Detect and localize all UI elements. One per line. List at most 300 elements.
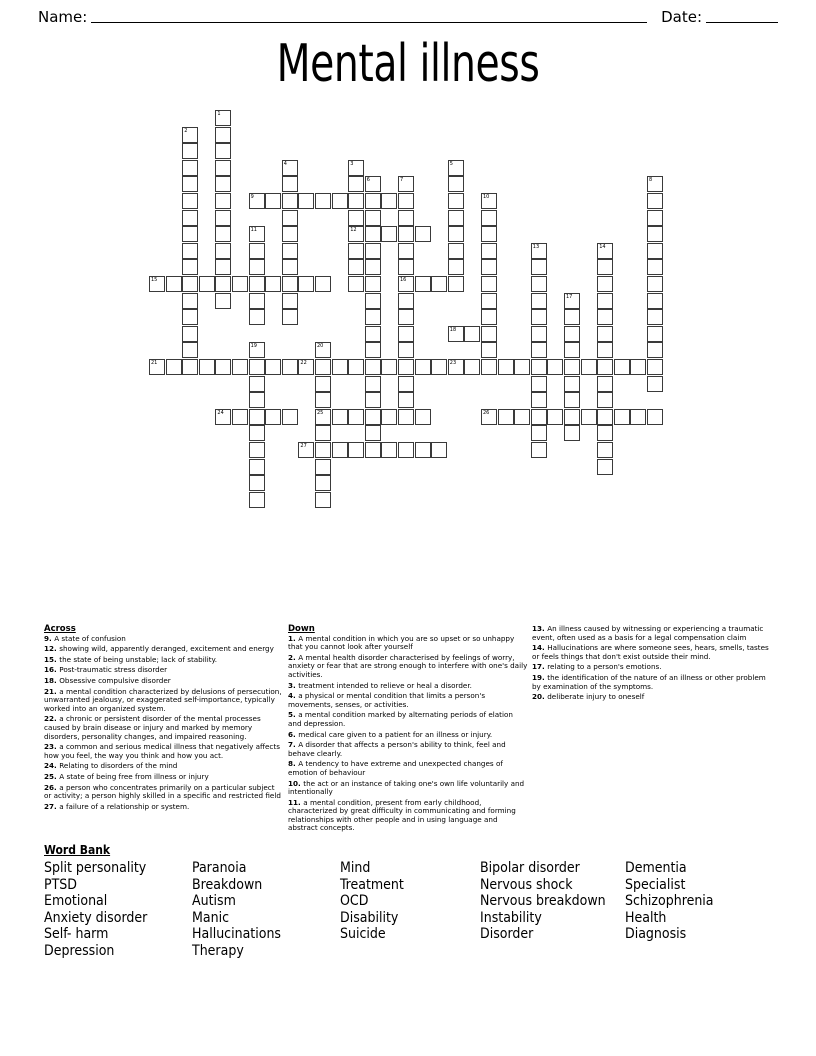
crossword-cell[interactable] <box>332 442 348 458</box>
clues-column-down <box>288 625 528 835</box>
word-bank-word[interactable]: Specialist <box>625 876 686 893</box>
crossword-cell[interactable] <box>597 243 613 259</box>
crossword-cell[interactable] <box>182 193 198 209</box>
page-title: Mental illness <box>276 34 540 94</box>
crossword-cell[interactable] <box>498 359 514 375</box>
crossword-cell[interactable] <box>265 193 281 209</box>
crossword-cell[interactable] <box>348 160 364 176</box>
cell-number: 23 <box>449 360 457 366</box>
crossword-cell[interactable] <box>398 193 414 209</box>
crossword-cell[interactable] <box>215 243 231 259</box>
clue-number: 18. <box>44 675 60 685</box>
down-clue-list-continued <box>532 625 772 702</box>
crossword-cell[interactable] <box>597 392 613 408</box>
crossword-cell[interactable] <box>215 409 231 425</box>
clue-text: Post-traumatic stress disorder <box>59 665 168 675</box>
crossword-cell[interactable] <box>348 243 364 259</box>
crossword-cell[interactable] <box>531 442 547 458</box>
word-bank-word[interactable]: Health <box>625 909 667 926</box>
crossword-cell[interactable] <box>597 326 613 342</box>
crossword-cell[interactable] <box>647 193 663 209</box>
crossword-cell[interactable] <box>182 160 198 176</box>
crossword-cell[interactable] <box>481 259 497 275</box>
crossword-cell[interactable] <box>597 442 613 458</box>
cell-number: 12 <box>350 227 357 234</box>
crossword-cell[interactable] <box>249 243 265 259</box>
crossword-cell[interactable] <box>265 359 281 375</box>
crossword-cell[interactable] <box>415 276 431 292</box>
word-bank-grid <box>44 860 784 960</box>
crossword-cell[interactable] <box>448 276 464 292</box>
crossword-cell[interactable] <box>398 359 414 375</box>
crossword-grid[interactable] <box>0 0 816 520</box>
crossword-cell[interactable] <box>614 359 630 375</box>
crossword-cell[interactable] <box>249 259 265 275</box>
word-bank-section <box>44 843 784 960</box>
crossword-cell[interactable] <box>315 492 331 508</box>
crossword-cell[interactable] <box>365 442 381 458</box>
cell-number: 9 <box>250 194 254 200</box>
word-bank-word[interactable]: Schizophrenia <box>625 893 714 910</box>
crossword-cell[interactable] <box>597 309 613 325</box>
crossword-cell[interactable] <box>332 193 348 209</box>
crossword-cell[interactable] <box>448 160 464 176</box>
crossword-cell[interactable] <box>298 193 314 209</box>
crossword-cell[interactable] <box>315 409 331 425</box>
crossword-cell[interactable] <box>630 359 646 375</box>
crossword-cell[interactable] <box>215 127 231 143</box>
crossword-cell[interactable] <box>481 326 497 342</box>
crossword-cell[interactable] <box>531 259 547 275</box>
crossword-cell[interactable] <box>481 293 497 309</box>
crossword-cell[interactable] <box>182 176 198 192</box>
crossword-cell[interactable] <box>332 359 348 375</box>
crossword-cell[interactable] <box>365 376 381 392</box>
crossword-cell[interactable] <box>647 359 663 375</box>
crossword-cell[interactable] <box>348 226 364 242</box>
crossword-cell[interactable] <box>215 110 231 126</box>
crossword-cell[interactable] <box>647 326 663 342</box>
clue-number: 5. <box>288 710 299 720</box>
crossword-cell[interactable] <box>282 210 298 226</box>
crossword-cell[interactable] <box>215 193 231 209</box>
crossword-cell[interactable] <box>531 409 547 425</box>
crossword-cell[interactable] <box>182 359 198 375</box>
crossword-cell[interactable] <box>315 475 331 491</box>
crossword-cell[interactable] <box>415 409 431 425</box>
crossword-cell[interactable] <box>464 326 480 342</box>
crossword-cell[interactable] <box>481 409 497 425</box>
crossword-cell[interactable] <box>149 276 165 292</box>
crossword-cell[interactable] <box>448 176 464 192</box>
crossword-cell[interactable] <box>182 210 198 226</box>
crossword-cell[interactable] <box>249 475 265 491</box>
crossword-cell[interactable] <box>514 409 530 425</box>
crossword-cell[interactable] <box>531 276 547 292</box>
crossword-cell[interactable] <box>249 342 265 358</box>
word-bank-word[interactable]: Suicide <box>340 926 386 943</box>
word-bank-word[interactable]: OCD <box>340 893 369 910</box>
clue-text: a mental condition, present from early childhood, characterized by great difficulty in communicating and forming relationships with other people and in using language and abstract concepts. <box>288 797 516 833</box>
crossword-cell[interactable] <box>282 409 298 425</box>
crossword-cell[interactable] <box>531 243 547 259</box>
crossword-cell[interactable] <box>581 409 597 425</box>
crossword-cell[interactable] <box>448 326 464 342</box>
word-bank-word[interactable]: Treatment <box>340 876 404 893</box>
crossword-cell[interactable] <box>381 359 397 375</box>
word-bank-word[interactable]: Breakdown <box>192 876 263 893</box>
crossword-cell[interactable] <box>647 276 663 292</box>
crossword-cell[interactable] <box>215 160 231 176</box>
crossword-cell[interactable] <box>531 392 547 408</box>
crossword-cell[interactable] <box>249 425 265 441</box>
crossword-cell[interactable] <box>282 176 298 192</box>
crossword-cell[interactable] <box>282 226 298 242</box>
word-bank-word[interactable]: Nervous breakdown <box>480 893 606 910</box>
crossword-cell[interactable] <box>348 409 364 425</box>
crossword-cell[interactable] <box>398 376 414 392</box>
clue-number: 14. <box>532 643 548 653</box>
word-bank-word[interactable]: Disorder <box>480 926 534 943</box>
crossword-cell[interactable] <box>398 342 414 358</box>
crossword-cell[interactable] <box>365 359 381 375</box>
crossword-cell[interactable] <box>481 359 497 375</box>
crossword-cell[interactable] <box>365 392 381 408</box>
word-bank-word[interactable]: Depression <box>44 942 115 959</box>
crossword-cell[interactable] <box>398 226 414 242</box>
crossword-cell[interactable] <box>415 226 431 242</box>
crossword-cell[interactable] <box>564 409 580 425</box>
cell-number: 1 <box>217 111 221 117</box>
crossword-cell[interactable] <box>448 359 464 375</box>
crossword-cell[interactable] <box>182 243 198 259</box>
clue-number: 13. <box>532 624 548 633</box>
crossword-cell[interactable] <box>597 376 613 392</box>
crossword-cell[interactable] <box>215 359 231 375</box>
crossword-cell[interactable] <box>315 276 331 292</box>
word-bank-word[interactable]: PTSD <box>44 876 77 893</box>
clue-item <box>44 803 284 812</box>
word-bank-column <box>44 860 192 960</box>
crossword-cell[interactable] <box>398 326 414 342</box>
crossword-cell[interactable] <box>249 442 265 458</box>
crossword-cell[interactable] <box>282 160 298 176</box>
crossword-cell[interactable] <box>398 176 414 192</box>
crossword-cell[interactable] <box>431 276 447 292</box>
crossword-cell[interactable] <box>547 409 563 425</box>
crossword-cell[interactable] <box>282 193 298 209</box>
clue-number: 10. <box>288 778 304 788</box>
crossword-cell[interactable] <box>182 127 198 143</box>
crossword-cell[interactable] <box>166 359 182 375</box>
crossword-cell[interactable] <box>182 276 198 292</box>
clue-item <box>532 644 772 661</box>
crossword-cell[interactable] <box>597 293 613 309</box>
crossword-cell[interactable] <box>415 442 431 458</box>
crossword-cell[interactable] <box>448 210 464 226</box>
crossword-cell[interactable] <box>315 193 331 209</box>
crossword-cell[interactable] <box>315 442 331 458</box>
crossword-cell[interactable] <box>348 210 364 226</box>
clue-item <box>288 760 528 777</box>
word-bank-word[interactable]: Self- harm <box>44 926 109 943</box>
crossword-cell[interactable] <box>282 259 298 275</box>
crossword-cell[interactable] <box>182 143 198 159</box>
crossword-cell[interactable] <box>481 276 497 292</box>
crossword-cell[interactable] <box>232 276 248 292</box>
crossword-cell[interactable] <box>215 210 231 226</box>
crossword-cell[interactable] <box>498 409 514 425</box>
clue-text: the state of being unstable; lack of stability. <box>59 654 218 664</box>
clue-number: 1. <box>288 633 299 643</box>
crossword-cell[interactable] <box>249 293 265 309</box>
crossword-cell[interactable] <box>647 309 663 325</box>
crossword-cell[interactable] <box>348 276 364 292</box>
crossword-cell[interactable] <box>431 359 447 375</box>
crossword-cell[interactable] <box>215 276 231 292</box>
crossword-cell[interactable] <box>448 259 464 275</box>
word-bank-word[interactable]: Diagnosis <box>625 926 687 943</box>
clue-text: a failure of a relationship or system. <box>59 801 190 811</box>
crossword-cell[interactable] <box>249 359 265 375</box>
word-bank-word[interactable]: Hallucinations <box>192 926 281 943</box>
word-bank-word[interactable]: Split personality <box>44 860 147 876</box>
crossword-cell[interactable] <box>481 210 497 226</box>
crossword-cell[interactable] <box>282 276 298 292</box>
crossword-cell[interactable] <box>531 326 547 342</box>
crossword-cell[interactable] <box>564 326 580 342</box>
crossword-cell[interactable] <box>315 425 331 441</box>
word-bank-word[interactable]: Anxiety disorder <box>44 909 148 926</box>
crossword-cell[interactable] <box>481 243 497 259</box>
crossword-cell[interactable] <box>365 309 381 325</box>
crossword-cell[interactable] <box>531 425 547 441</box>
crossword-cell[interactable] <box>381 442 397 458</box>
crossword-cell[interactable] <box>365 259 381 275</box>
crossword-cell[interactable] <box>315 392 331 408</box>
crossword-cell[interactable] <box>315 459 331 475</box>
crossword-cell[interactable] <box>398 276 414 292</box>
crossword-cell[interactable] <box>348 193 364 209</box>
crossword-cell[interactable] <box>597 425 613 441</box>
crossword-cell[interactable] <box>282 309 298 325</box>
crossword-cell[interactable] <box>365 409 381 425</box>
crossword-cell[interactable] <box>481 226 497 242</box>
crossword-cell[interactable] <box>249 392 265 408</box>
crossword-cell[interactable] <box>232 409 248 425</box>
crossword-cell[interactable] <box>249 309 265 325</box>
clue-item <box>532 663 772 672</box>
crossword-cell[interactable] <box>249 226 265 242</box>
crossword-cell[interactable] <box>597 359 613 375</box>
crossword-cell[interactable] <box>398 259 414 275</box>
crossword-cell[interactable] <box>481 309 497 325</box>
clue-item <box>288 731 528 740</box>
word-bank-word[interactable]: Nervous shock <box>480 876 573 893</box>
crossword-cell[interactable] <box>365 293 381 309</box>
crossword-cell[interactable] <box>166 276 182 292</box>
crossword-cell[interactable] <box>215 226 231 242</box>
crossword-cell[interactable] <box>298 276 314 292</box>
crossword-cell[interactable] <box>514 359 530 375</box>
crossword-cell[interactable] <box>315 342 331 358</box>
crossword-cell[interactable] <box>398 309 414 325</box>
crossword-cell[interactable] <box>365 243 381 259</box>
crossword-cell[interactable] <box>431 442 447 458</box>
word-bank-word[interactable]: Therapy <box>192 942 244 959</box>
word-bank-word[interactable]: Mind <box>340 860 371 876</box>
crossword-cell[interactable] <box>332 409 348 425</box>
crossword-cell[interactable] <box>448 243 464 259</box>
crossword-cell[interactable] <box>448 226 464 242</box>
crossword-cell[interactable] <box>647 409 663 425</box>
clue-number: 12. <box>44 644 60 654</box>
crossword-cell[interactable] <box>464 359 480 375</box>
crossword-cell[interactable] <box>398 243 414 259</box>
crossword-cell[interactable] <box>182 293 198 309</box>
crossword-cell[interactable] <box>398 392 414 408</box>
crossword-cell[interactable] <box>564 392 580 408</box>
crossword-cell[interactable] <box>249 276 265 292</box>
crossword-cell[interactable] <box>365 342 381 358</box>
clue-item <box>288 654 528 680</box>
cell-number: 16 <box>400 277 407 283</box>
cell-number: 27 <box>300 443 307 449</box>
crossword-cell[interactable] <box>182 259 198 275</box>
crossword-cell[interactable] <box>315 359 331 375</box>
crossword-cell[interactable] <box>448 193 464 209</box>
crossword-cell[interactable] <box>564 359 580 375</box>
cell-number: 20 <box>317 343 324 350</box>
crossword-cell[interactable] <box>149 359 165 375</box>
crossword-cell[interactable] <box>547 359 563 375</box>
crossword-cell[interactable] <box>647 293 663 309</box>
crossword-cell[interactable] <box>282 359 298 375</box>
crossword-cell[interactable] <box>315 376 331 392</box>
crossword-cell[interactable] <box>182 226 198 242</box>
crossword-cell[interactable] <box>647 342 663 358</box>
crossword-cell[interactable] <box>348 359 364 375</box>
crossword-cell[interactable] <box>249 193 265 209</box>
crossword-cell[interactable] <box>630 409 646 425</box>
crossword-cell[interactable] <box>249 409 265 425</box>
crossword-cell[interactable] <box>597 259 613 275</box>
word-bank-word[interactable]: Dementia <box>625 860 687 876</box>
crossword-cell[interactable] <box>564 425 580 441</box>
word-bank-word[interactable]: Instability <box>480 909 542 926</box>
cell-number: 7 <box>400 177 404 184</box>
clue-number: 7. <box>288 740 299 750</box>
crossword-cell[interactable] <box>381 409 397 425</box>
crossword-cell[interactable] <box>647 259 663 275</box>
crossword-cell[interactable] <box>398 442 414 458</box>
crossword-cell[interactable] <box>597 342 613 358</box>
clues-section <box>44 625 774 840</box>
crossword-cell[interactable] <box>365 176 381 192</box>
crossword-cell[interactable] <box>199 359 215 375</box>
crossword-cell[interactable] <box>348 442 364 458</box>
crossword-cell[interactable] <box>531 376 547 392</box>
crossword-cell[interactable] <box>199 276 215 292</box>
crossword-cell[interactable] <box>348 176 364 192</box>
crossword-cell[interactable] <box>647 243 663 259</box>
word-bank-word[interactable]: Disability <box>340 909 399 926</box>
crossword-cell[interactable] <box>182 326 198 342</box>
crossword-cell[interactable] <box>365 226 381 242</box>
crossword-cell[interactable] <box>282 243 298 259</box>
crossword-cell[interactable] <box>215 143 231 159</box>
crossword-cell[interactable] <box>481 193 497 209</box>
word-bank-title: Word Bank <box>44 843 111 857</box>
crossword-cell[interactable] <box>249 376 265 392</box>
down-clue-list <box>288 635 528 833</box>
crossword-cell[interactable] <box>381 226 397 242</box>
crossword-cell[interactable] <box>481 342 497 358</box>
word-bank-word[interactable]: Emotional <box>44 893 108 910</box>
crossword-cell[interactable] <box>531 359 547 375</box>
crossword-cell[interactable] <box>597 459 613 475</box>
crossword-cell[interactable] <box>348 259 364 275</box>
crossword-cell[interactable] <box>215 176 231 192</box>
crossword-cell[interactable] <box>182 342 198 358</box>
crossword-cell[interactable] <box>365 210 381 226</box>
crossword-cell[interactable] <box>581 359 597 375</box>
crossword-cell[interactable] <box>365 276 381 292</box>
clue-number: 21. <box>44 686 60 696</box>
crossword-cell[interactable] <box>614 409 630 425</box>
crossword-cell[interactable] <box>182 309 198 325</box>
crossword-cell[interactable] <box>564 309 580 325</box>
crossword-cell[interactable] <box>398 409 414 425</box>
crossword-cell[interactable] <box>531 342 547 358</box>
word-bank-word[interactable]: Bipolar disorder <box>480 860 580 876</box>
crossword-cell[interactable] <box>564 342 580 358</box>
crossword-cell[interactable] <box>365 425 381 441</box>
crossword-cell[interactable] <box>282 293 298 309</box>
crossword-cell[interactable] <box>564 376 580 392</box>
crossword-cell[interactable] <box>398 210 414 226</box>
crossword-cell[interactable] <box>298 359 314 375</box>
crossword-cell[interactable] <box>381 193 397 209</box>
crossword-cell[interactable] <box>265 409 281 425</box>
word-bank-word[interactable]: Paranoia <box>192 860 247 876</box>
crossword-cell[interactable] <box>265 276 281 292</box>
crossword-cell[interactable] <box>398 293 414 309</box>
crossword-cell[interactable] <box>298 442 314 458</box>
crossword-cell[interactable] <box>249 459 265 475</box>
crossword-cell[interactable] <box>365 326 381 342</box>
clue-item <box>44 715 284 741</box>
crossword-cell[interactable] <box>597 409 613 425</box>
crossword-cell[interactable] <box>647 210 663 226</box>
crossword-cell[interactable] <box>415 359 431 375</box>
crossword-cell[interactable] <box>531 309 547 325</box>
clue-number: 20. <box>532 692 548 702</box>
crossword-cell[interactable] <box>215 293 231 309</box>
crossword-cell[interactable] <box>597 276 613 292</box>
crossword-cell[interactable] <box>647 226 663 242</box>
crossword-cell[interactable] <box>564 293 580 309</box>
crossword-cell[interactable] <box>647 176 663 192</box>
crossword-cell[interactable] <box>647 376 663 392</box>
crossword-cell[interactable] <box>215 259 231 275</box>
crossword-cell[interactable] <box>365 193 381 209</box>
crossword-cell[interactable] <box>249 492 265 508</box>
word-bank-word[interactable]: Manic <box>192 909 229 926</box>
crossword-cell[interactable] <box>531 293 547 309</box>
word-bank-word[interactable]: Autism <box>192 893 236 910</box>
crossword-cell[interactable] <box>232 359 248 375</box>
